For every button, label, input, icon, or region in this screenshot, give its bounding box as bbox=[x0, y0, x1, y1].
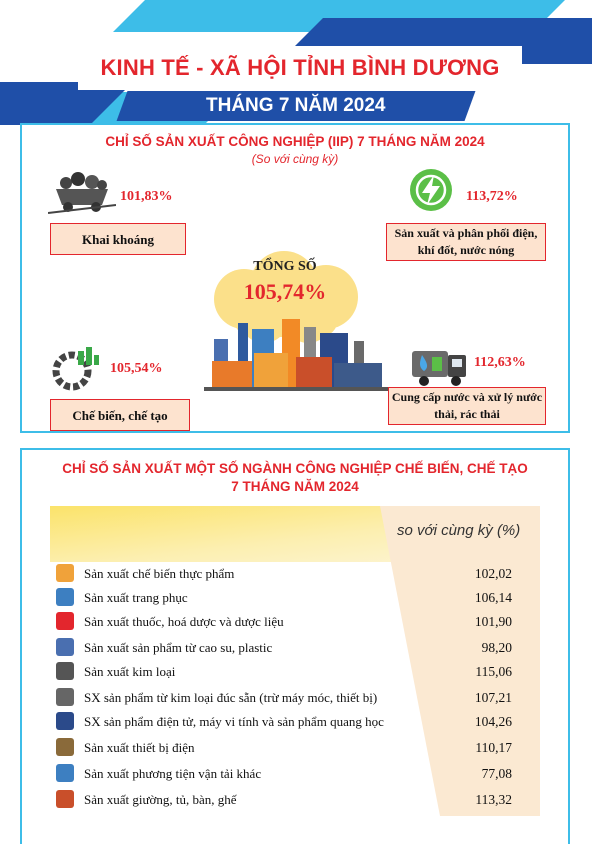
water-truck-icon bbox=[410, 341, 468, 389]
column-header: so với cùng kỳ (%) bbox=[397, 522, 521, 539]
water-label: Cung cấp nước và xử lý nước thải, rác thải bbox=[388, 387, 546, 425]
row-label: Sản xuất thiết bị điện bbox=[84, 740, 195, 755]
manufacturing-title: CHỈ SỐ SẢN XUẤT MỘT SỐ NGÀNH CÔNG NGHIỆP CHẾ BIẾN, CHẾ TẠO bbox=[62, 461, 528, 476]
row-value: 113,32 bbox=[475, 792, 512, 807]
row-value: 110,17 bbox=[475, 740, 512, 755]
table-row bbox=[50, 562, 540, 586]
row-label: Sản xuất phương tiện vận tải khác bbox=[84, 766, 262, 781]
manufacturing-title-period: 7 THÁNG NĂM 2024 bbox=[231, 479, 359, 494]
row-label: SX sản phẩm từ kim loại đúc sẵn (trừ máy móc, thiết bị) bbox=[84, 690, 378, 705]
table-row bbox=[50, 610, 540, 634]
row-value: 101,90 bbox=[474, 614, 512, 629]
food-icon bbox=[56, 564, 74, 582]
page-title: KINH TẾ - XÃ HỘI TỈNH BÌNH DƯƠNG bbox=[78, 46, 522, 90]
electricity-value: 113,72% bbox=[466, 189, 518, 204]
computer-icon bbox=[56, 712, 74, 730]
table-row bbox=[50, 586, 540, 610]
mining-cart-icon bbox=[48, 167, 116, 215]
metal-bars-icon bbox=[56, 662, 74, 680]
lightning-icon bbox=[408, 167, 454, 213]
electricity-label: Sản xuất và phân phối điện, khí đốt, nước nóng bbox=[386, 223, 546, 261]
factory-illustration-icon bbox=[204, 313, 394, 391]
row-label: Sản xuất trang phục bbox=[84, 590, 188, 605]
row-label: Sản xuất thuốc, hoá dược và dược liệu bbox=[84, 614, 284, 629]
manufacturing-value: 105,54% bbox=[110, 361, 163, 376]
mining-value: 101,83% bbox=[120, 189, 173, 204]
row-label: Sản xuất kim loại bbox=[84, 664, 176, 679]
shirt-icon bbox=[56, 588, 74, 606]
total-block bbox=[204, 259, 366, 305]
row-value: 104,26 bbox=[474, 714, 512, 729]
row-value: 77,08 bbox=[481, 766, 512, 781]
factory-gear-icon bbox=[52, 345, 100, 391]
furniture-icon bbox=[56, 790, 74, 808]
rubber-icon bbox=[56, 638, 74, 656]
row-value: 106,14 bbox=[474, 590, 512, 605]
table-row bbox=[50, 788, 540, 812]
row-value: 107,21 bbox=[474, 690, 512, 705]
table-row bbox=[50, 686, 540, 710]
table-row bbox=[50, 762, 540, 786]
total-value: 105,74% bbox=[243, 279, 327, 304]
iip-panel bbox=[20, 123, 570, 433]
row-value: 115,06 bbox=[475, 664, 512, 679]
manufacturing-label: Chế biến, chế tạo bbox=[50, 399, 190, 431]
row-value: 98,20 bbox=[481, 640, 512, 655]
table-row bbox=[50, 660, 540, 684]
row-value: 102,02 bbox=[474, 566, 512, 581]
iip-title: CHỈ SỐ SẢN XUẤT CÔNG NGHIỆP (IIP) 7 THÁNG NĂM 2024 bbox=[105, 134, 485, 149]
table-row bbox=[50, 636, 540, 660]
metal-product-icon bbox=[56, 688, 74, 706]
iip-subtitle: (So với cùng kỳ) bbox=[251, 152, 339, 166]
vehicle-icon bbox=[56, 764, 74, 782]
table-row bbox=[50, 736, 540, 760]
medicine-icon bbox=[56, 612, 74, 630]
mining-label: Khai khoáng bbox=[50, 223, 186, 255]
row-label: Sản xuất sản phẩm từ cao su, plastic bbox=[84, 640, 273, 655]
manufacturing-panel bbox=[20, 448, 570, 844]
row-label: SX sản phẩm điện tử, máy vi tính và sản phẩm quang học bbox=[84, 714, 384, 729]
row-label: Sản xuất giường, tủ, bàn, ghế bbox=[84, 792, 237, 807]
row-label: Sản xuất chế biến thực phẩm bbox=[84, 566, 235, 581]
water-value: 112,63% bbox=[474, 355, 526, 370]
table-row bbox=[50, 710, 540, 734]
total-label: TỔNG SỐ bbox=[253, 259, 317, 274]
page-subtitle: THÁNG 7 NĂM 2024 bbox=[117, 91, 476, 121]
electrical-device-icon bbox=[56, 738, 74, 756]
